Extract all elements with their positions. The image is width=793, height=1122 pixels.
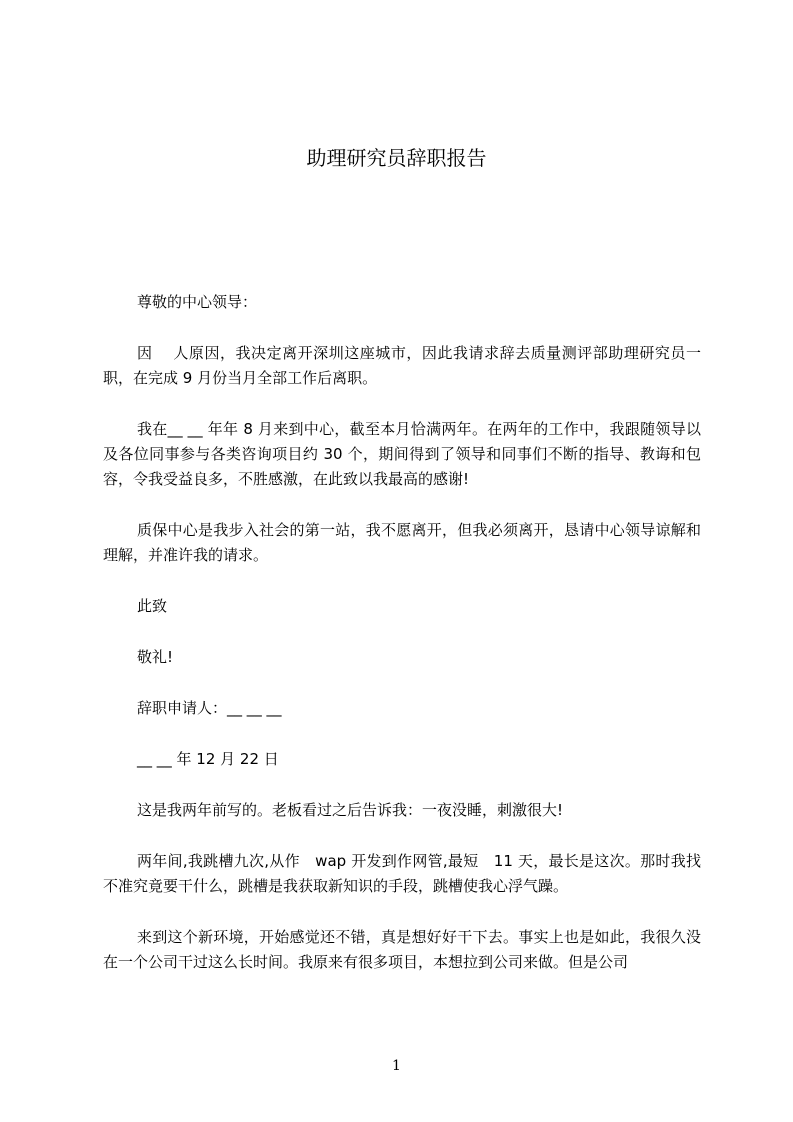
- signature-line: 辞职申请人：__ __ __: [137, 699, 282, 717]
- closing-cizhi: 此致: [137, 597, 168, 615]
- paragraph-experience: 我在__ __ 年年 8 月来到中心，截至本月恰满两年。在两年的工作中，我跟随领导以及各位同事参与各类咨询项目约 30 个，期间得到了领导和同事们不断的指导、教诲和包容，令我受益良多，不胜感激，在此致以我最高的感谢!: [103, 420, 701, 488]
- salutation: 尊敬的中心领导：: [137, 293, 258, 311]
- paragraph-reason: 因 人原因，我决定离开深圳这座城市，因此我请求辞去质量测评部助理研究员一职，在完成 9 月份当月全部工作后离职。: [103, 344, 701, 387]
- paragraph-note: 这是我两年前写的。老板看过之后告诉我：一夜没睡，刺激很大!: [137, 801, 564, 819]
- closing-jingli: 敬礼!: [137, 648, 174, 666]
- document-body: [103, 290, 701, 1001]
- paragraph-request: 质保中心是我步入社会的第一站，我不愿离开，但我必须离开，恳请中心领导谅解和理解，并准许我的请求。: [103, 521, 701, 564]
- page-title: 助理研究员辞职报告: [306, 146, 487, 170]
- paragraph-new-environment: 来到这个新环境，开始感觉还不错，真是想好好干下去。事实上也是如此，我很久没在一个公司干过这么长时间。我原来有很多项目，本想拉到公司来做。但是公司: [103, 928, 701, 971]
- date-line: __ __ 年 12 月 22 日: [137, 750, 279, 768]
- page-number: 1: [392, 1058, 401, 1074]
- paragraph-job-hopping: 两年间,我跳槽九次,从作 wap 开发到作网管,最短 11 天，最长是这次。那时我找不准究竟要干什么，跳槽是我获取新知识的手段，跳槽使我心浮气躁。: [103, 852, 701, 895]
